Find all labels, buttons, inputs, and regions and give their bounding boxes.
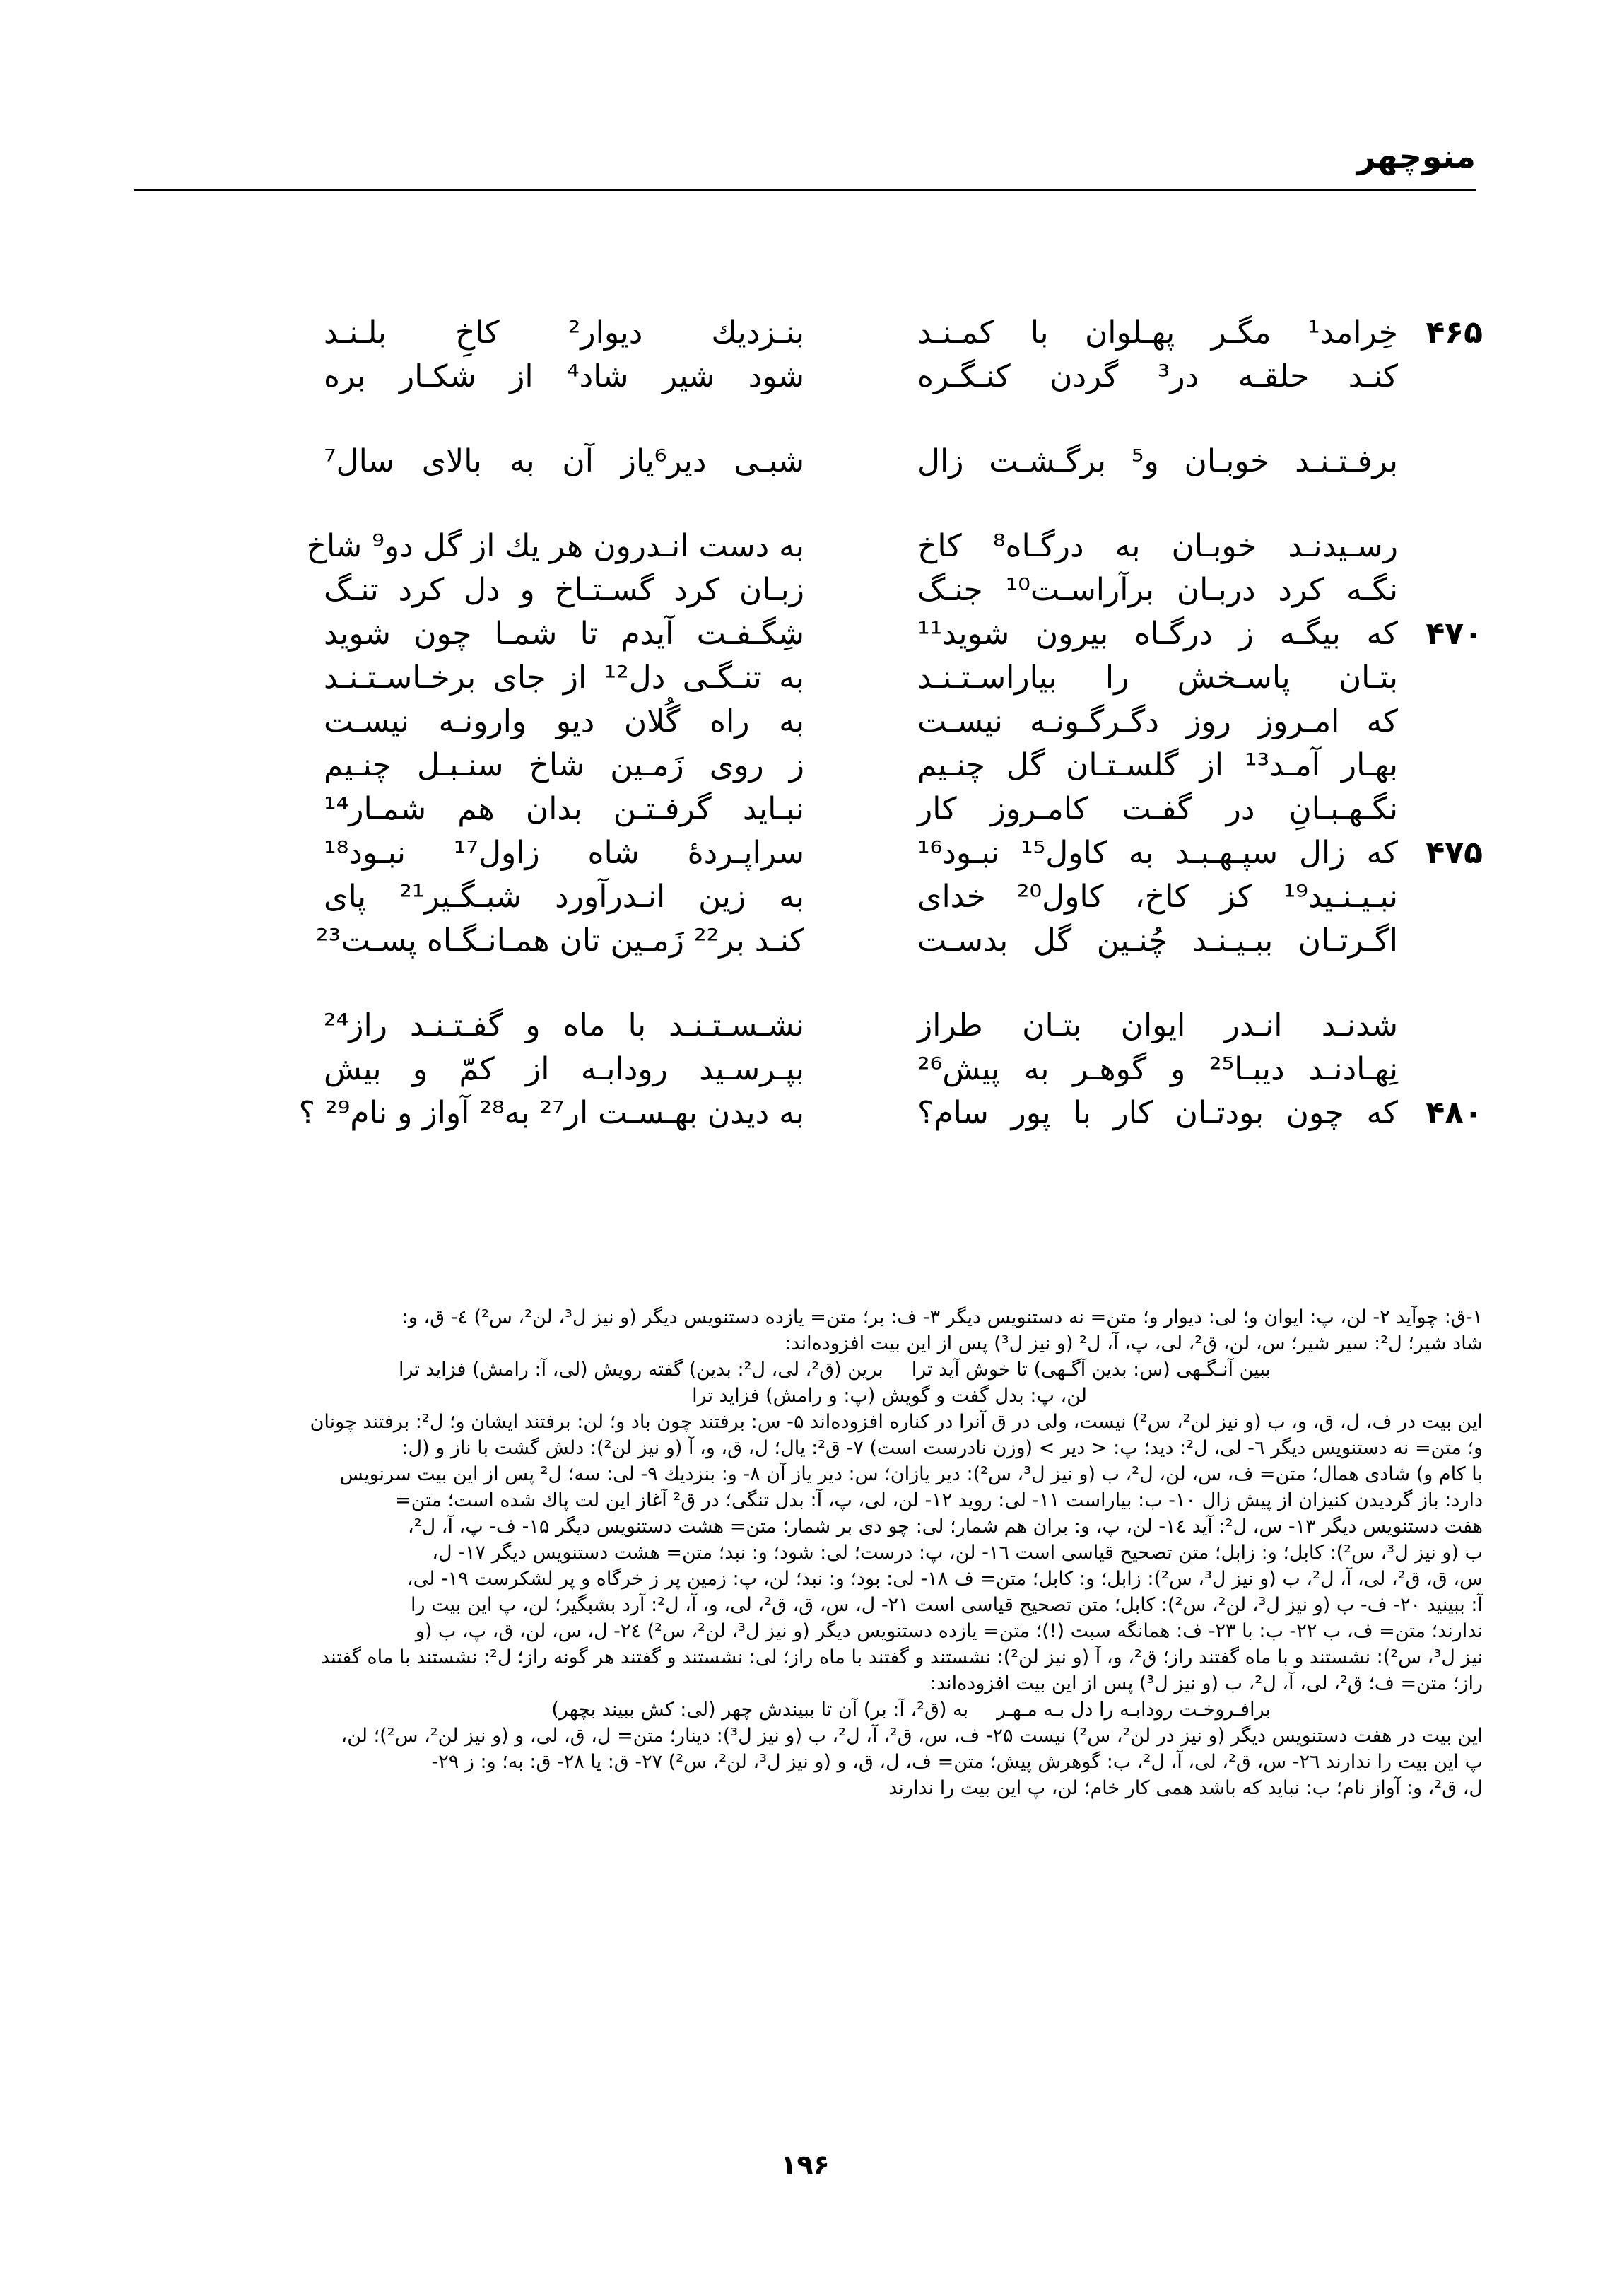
verse-row <box>140 787 1483 831</box>
hemistich-first: خِرامد¹ مگـر پهـلوان با کمـنـد <box>917 315 1398 351</box>
footnote-line: نيز ل³، س²): نشستند و با ماه گفتند راز؛ ق²، و، آ (و نيز لن²): نشستند و گفتند با ماه راز؛ لی: نشستند و گفتند هر گونه راز؛ ل²: نشستند با ماه گفتند <box>320 1646 1483 1668</box>
footnotes <box>140 1304 1483 1801</box>
footnote-line: آ: ببينيد ۲۰- ف- ب (و نيز ل³، لن²، س²): کابل؛ متن تصحيح قياسی است ۲۱- ل، س، ق، ق²، لی، و، آ، ل²: آرد بشبگير؛ لن، پ اين بيت را <box>410 1594 1483 1616</box>
hemistich-first: نِهـادنـد ديبـا²⁵ و گوهـر به پيش²⁶ <box>917 1051 1398 1087</box>
page-number: ۱۹۶ <box>780 2149 830 2180</box>
hemistich-second: به ديدن بهـسـت ار²⁷ به²⁸ آواز و نام²⁹ ؟ <box>298 1095 804 1131</box>
inserted-hemistich-first: ببين آنـگـهی (س: بدين آگـهی) تا خوش آيد ترا <box>911 1359 1271 1381</box>
running-title: منوچهر <box>1356 137 1476 175</box>
hemistich-first: برفـتـنـد خوبـان و⁵ برگـشـت زال <box>917 443 1398 479</box>
footnote-line: اين بيت در هفت دستنويس ديگر (و نيز در لن²، س²) نيست ۲۵- ف، س، ق²، آ، ل²، ب (و نيز ل³): دينار؛ متن= ل، ق، لی، و (و نيز لن²، س²)؛ لن، <box>341 1725 1483 1747</box>
hemistich-second: زبـان کرد گسـتـاخ و دل کرد تنـگ <box>324 572 804 608</box>
hemistich-first: که امـروز روز دگـرگـونـه نيسـت <box>917 703 1398 739</box>
hemistich-first: نبـيـنـيد¹⁹ کز کاخ، کاول²⁰ خدای <box>917 879 1398 915</box>
verse-number: ۴۶۵ <box>1426 315 1483 351</box>
hemistich-first: نگـه کرد دربـان برآراسـت¹⁰ جنـگ <box>917 572 1398 608</box>
footnote-inserted-verse <box>140 1357 1483 1383</box>
hemistich-first: نگـهـبـانِ در گفـت کامـروز کار <box>917 791 1398 827</box>
verse-row <box>140 1091 1483 1135</box>
hemistich-first: رسـيدنـد خوبـان به درگـاه⁸ کاخ <box>917 528 1398 564</box>
footnote-line: ۱-ق: چوآيد ۲- لن، پ: ايوان و؛ لی: ديوار و؛ متن= نه دستنويس ديگر ۳- ف: بر؛ متن= يازده دستنويس ديگر (و نيز ل³، لن²، س²) ٤- ق، و: <box>401 1306 1483 1328</box>
verse-row <box>140 440 1483 484</box>
hemistich-second: شِگـفـت آيدم تا شمـا چون شويد <box>324 616 804 652</box>
verse-row <box>140 311 1483 355</box>
hemistich-first: شدنـد انـدر ايوان بتـان طراز <box>917 1007 1398 1043</box>
verse-row <box>140 525 1483 568</box>
verse-row <box>140 919 1483 963</box>
verse-row <box>140 355 1483 399</box>
footnote-line: س، ق، ق²، لی، آ، ل²، ب (و نيز ل³، س²): زابل؛ و: کابل؛ متن= ف ۱۸- لی: بود؛ و: نبد؛ لن، پ: زمين پر ز خرگاه و پر لشکرست ١٩- لی، <box>406 1568 1483 1590</box>
footnote-line: اين بيت در ف، ل، ق، و، ب (و نيز لن²، س²) نيست، ولی در ق آنرا در کناره افزوده‌اند ۵- س: برفتند چون باد و؛ لن: برفتند ايشان و؛ ل²: برفتند چونان <box>310 1411 1483 1433</box>
hemistich-first: که چون بودتـان کار با پور سام؟ <box>917 1095 1398 1131</box>
footnote-line: ب (و نيز ل³، س²): کابل؛ و: زابل؛ متن تصحيح قياسی است ١٦- لن، پ: درست؛ لی: شود؛ و: نبد؛ متن= هشت دستنويس ديگر ١٧- ل، <box>432 1542 1483 1564</box>
footnote-inserted-verse <box>140 1697 1483 1723</box>
verse-row <box>140 1004 1483 1048</box>
hemistich-second: بنـزديك ديوار² کاخِ بلـنـد <box>324 315 804 351</box>
inserted-hemistich-second: به (ق²، آ: بر) آن تا ببيندش چهر (لی: کش ببيند بچهر) <box>551 1699 969 1721</box>
hemistich-second: کنـد بر²² زَمـين تان همـانـگـاه پسـت²³ <box>315 922 804 959</box>
verse-number: ۴۸۰ <box>1426 1095 1483 1131</box>
footnote-line: ل، ق²، و: آواز نام؛ ب: نبايد که باشد همی کار خام؛ لن، پ اين بيت را ندارند <box>888 1777 1483 1799</box>
hemistich-second: سراپـردهٔ شاه زاول¹⁷ نبـود¹⁸ <box>324 835 805 871</box>
inserted-hemistich-first: برافـروخـت رودابـه را دل بـه مـهـر <box>997 1699 1271 1721</box>
hemistich-first: اگـرتـان ببـيـنـد چُنـين گل بدسـت <box>917 922 1398 959</box>
hemistich-first: کنـد حلقـه در³ گردن کنـگـره <box>917 358 1398 394</box>
footnote-line: ندارند؛ متن= ف، ب ۲۲- ب: با ۲۳- ف: همانگه سبت (!)؛ متن= يازده دستنويس ديگر (و نيز ل³، لن²، س²) ٢٤- ل، س، لن، ق، پ، ب (و <box>415 1620 1483 1642</box>
hemistich-first: بهـار آمـد¹³ از گلسـتـان گل چنـيم <box>917 747 1398 783</box>
inserted-hemistich-second: لن، پ: بدل گفت و گويش (پ: و رامش) فزايد ترا <box>692 1385 1087 1407</box>
verse-row <box>140 612 1483 656</box>
poem-body <box>140 311 1483 1135</box>
footnote-inserted-verse <box>140 1383 1483 1409</box>
verse-row <box>140 1048 1483 1091</box>
footnote-line: شاد شير؛ ل²: سير شير؛ س، لن، ق²، لی، پ، آ، ل² (و نيز ل³) پس از اين بيت افزوده‌اند: <box>785 1332 1483 1354</box>
hemistich-second: نبـايد گرفـتـن بدان هم شمـار¹⁴ <box>324 791 804 827</box>
hemistich-first: بتـان پاسـخش را بياراسـتـنـد <box>917 660 1398 696</box>
hemistich-second: نشـسـتـنـد با ماه و گفـتـنـد راز²⁴ <box>324 1007 804 1043</box>
hemistich-second: بپـرسـيد رودابـه از کمّ و بيش <box>324 1051 804 1087</box>
verse-number: ۴۷۵ <box>1426 835 1483 871</box>
verse-row <box>140 656 1483 700</box>
header-rule <box>134 189 1476 191</box>
verse-row <box>140 875 1483 919</box>
footnote-line: دارد: باز گرديدن کنيزان از پيش زال ۱۰- ب: بياراست ۱۱- لی: رويد ۱۲- لن، لی، پ، آ: بدل تنگی؛ در ق² آغاز اين لت پاك شده است؛ متن= <box>395 1489 1483 1511</box>
inserted-hemistich-second: برين (ق²، لی، ل²: بدين) گفته رويش (لی، آ: رامش) فزايد ترا <box>398 1359 883 1381</box>
footnote-line: با کام و) شادی همال؛ متن= ف، س، لن، ل²، ب (و نيز ل³، س²): دير يازان؛ س: دير ياز آن ۸- و: بنزديك ۹- لی: سه؛ ل² پس از اين بيت سرنويس <box>339 1463 1483 1485</box>
hemistich-second: به تنـگـی دل¹² از جای برخـاسـتـنـد <box>324 660 804 696</box>
hemistich-second: شود شير شاد⁴ از شکـار بره <box>324 358 804 394</box>
verse-number: ۴۷۰ <box>1426 616 1483 652</box>
verse-row <box>140 700 1483 744</box>
hemistich-first: که بيگـه ز درگـاه بيرون شويد¹¹ <box>917 616 1398 652</box>
hemistich-second: به زين انـدرآورد شبـگـير²¹ پای <box>324 879 804 915</box>
verse-row <box>140 831 1483 875</box>
hemistich-second: به راه گُلان ديو وارونـه نيسـت <box>324 703 804 739</box>
hemistich-second: به دست انـدرون هر يك از گل دو⁹ شاخ <box>306 528 804 564</box>
hemistich-second: شبـی دير⁶ياز آن به بالای سال⁷ <box>324 443 804 479</box>
footnote-line: پ اين بيت را ندارند ۲٦- س، ق²، لی، آ، ل²، ب: گوهرش پيش؛ متن= ف، ل، ق، و (و نيز ل³، لن²، س²) ۲۷- ق: يا ۲۸- ق: به؛ و: ز ۲۹- <box>431 1751 1483 1773</box>
verse-row <box>140 568 1483 612</box>
verse-row <box>140 744 1483 787</box>
hemistich-second: ز روی زَمـين شاخ سنـبـل چنـيم <box>324 747 804 783</box>
footnote-line: هفت دستنويس ديگر ۱۳- س، ل²: آيد ١٤- لن، پ، و: بران هم شمار؛ لی: چو دی بر شمار؛ متن= هشت دستنويس ديگر ۱۵- ف- پ، آ، ل²، <box>408 1516 1483 1538</box>
footnote-line: و؛ متن= نه دستنويس ديگر ٦- لی، ل²: ديد؛ پ: < دير > (وزن نادرست است) ۷- ق²: يال؛ ل، ق، و، آ (و نيز لن²): دلش گشت با ناز و (ل: <box>401 1437 1483 1459</box>
footnote-line: راز؛ متن= ف؛ ق²، لی، آ، ل²، ب (و نيز ل³) پس از اين بيت افزوده‌اند: <box>929 1673 1483 1694</box>
hemistich-first: که زال سپـهـبـد به کاول¹⁵ نبـود¹⁶ <box>917 835 1398 871</box>
